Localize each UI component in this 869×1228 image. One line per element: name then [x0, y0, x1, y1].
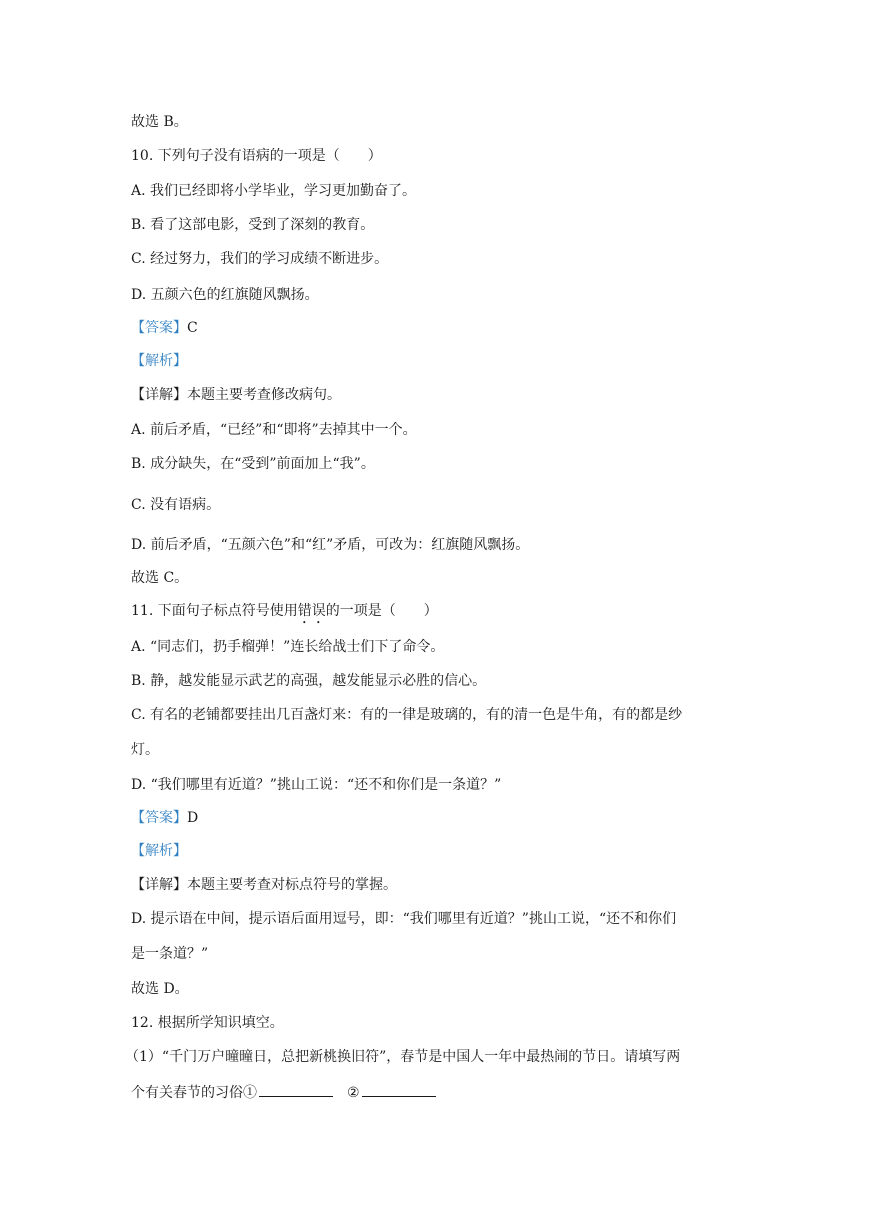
q10-explain-c: C. 没有语病。: [131, 497, 221, 513]
q12-part1-line1: （1）“千门万户曈曈日，总把新桃换旧符”，春节是中国人一年中最热闹的节日。请填写两: [125, 1049, 681, 1065]
answer-value: C: [187, 320, 198, 336]
q10-answer: [131, 318, 198, 338]
q10-option-d: D. 五颜六色的红旗随风飘扬。: [131, 287, 319, 303]
q10-detail: 【详解】本题主要考查修改病句。: [131, 387, 341, 403]
question-10: 10. 下列句子没有语病的一项是（ ）: [131, 148, 382, 164]
question-11: [131, 601, 438, 627]
q12-part1-line2: [131, 1082, 436, 1103]
q11-option-d: D. “我们哪里有近道？”挑山工说：“还不和你们是一条道？”: [131, 777, 502, 793]
q10-explain-d: D. 前后矛盾，“五颜六色”和“红”矛盾，可改为：红旗随风飘扬。: [131, 537, 530, 553]
q10-option-a: A. 我们已经即将小学毕业，学习更加勤奋了。: [131, 183, 417, 199]
blank-2-marker: ②: [347, 1085, 360, 1101]
q10-option-b: B. 看了这部电影，受到了深刻的教育。: [131, 217, 375, 233]
q11-answer: [131, 808, 198, 828]
q11-text-pre: 11. 下面句子标点符号使用: [131, 603, 298, 619]
q11-emphasis: 错误: [297, 603, 326, 619]
answer-tag: 【答案】: [131, 320, 187, 336]
q11-analysis-tag: 【解析】: [131, 843, 187, 859]
q10-explain-a: A. 前后矛盾，“已经”和“即将”去掉其中一个。: [131, 422, 417, 438]
q11-option-a: A. “同志们，扔手榴弹！”连长给战士们下了命令。: [131, 639, 445, 655]
q11-option-b: B. 静，越发能显示武艺的高强，越发能显示必胜的信心。: [131, 673, 487, 689]
q10-option-c: C. 经过努力，我们的学习成绩不断进步。: [131, 251, 389, 267]
q11-select: 故选 D。: [131, 981, 189, 997]
question-12: 12. 根据所学知识填空。: [131, 1015, 284, 1031]
q11-option-c-line2: 灯。: [131, 742, 159, 758]
q11-option-c-line1: C. 有名的老铺都要挂出几百盏灯来：有的一律是玻璃的，有的清一色是牛角，有的都是纱: [131, 707, 683, 723]
q11-detail: 【详解】本题主要考查对标点符号的掌握。: [131, 877, 397, 893]
q11-explain-d-line2: 是一条道？”: [131, 946, 209, 962]
q10-explain-b: B. 成分缺失，在“受到”前面加上“我”。: [131, 456, 375, 472]
fill-blank-2[interactable]: [362, 1082, 436, 1097]
q10-analysis-tag: 【解析】: [131, 353, 187, 369]
fill-blank-1[interactable]: [259, 1082, 333, 1097]
q11-text-post: 的一项是（ ）: [325, 603, 438, 619]
q10-select: 故选 C。: [131, 570, 189, 586]
q12-part1-text: 个有关春节的习俗①: [131, 1085, 257, 1101]
answer-select-line: 故选 B。: [131, 114, 188, 130]
q11-explain-d-line1: D. 提示语在中间，提示语后面用逗号，即：“我们哪里有近道？”挑山工说，“还不和你们: [131, 911, 677, 927]
answer-value: D: [187, 810, 199, 826]
answer-tag: 【答案】: [131, 810, 187, 826]
